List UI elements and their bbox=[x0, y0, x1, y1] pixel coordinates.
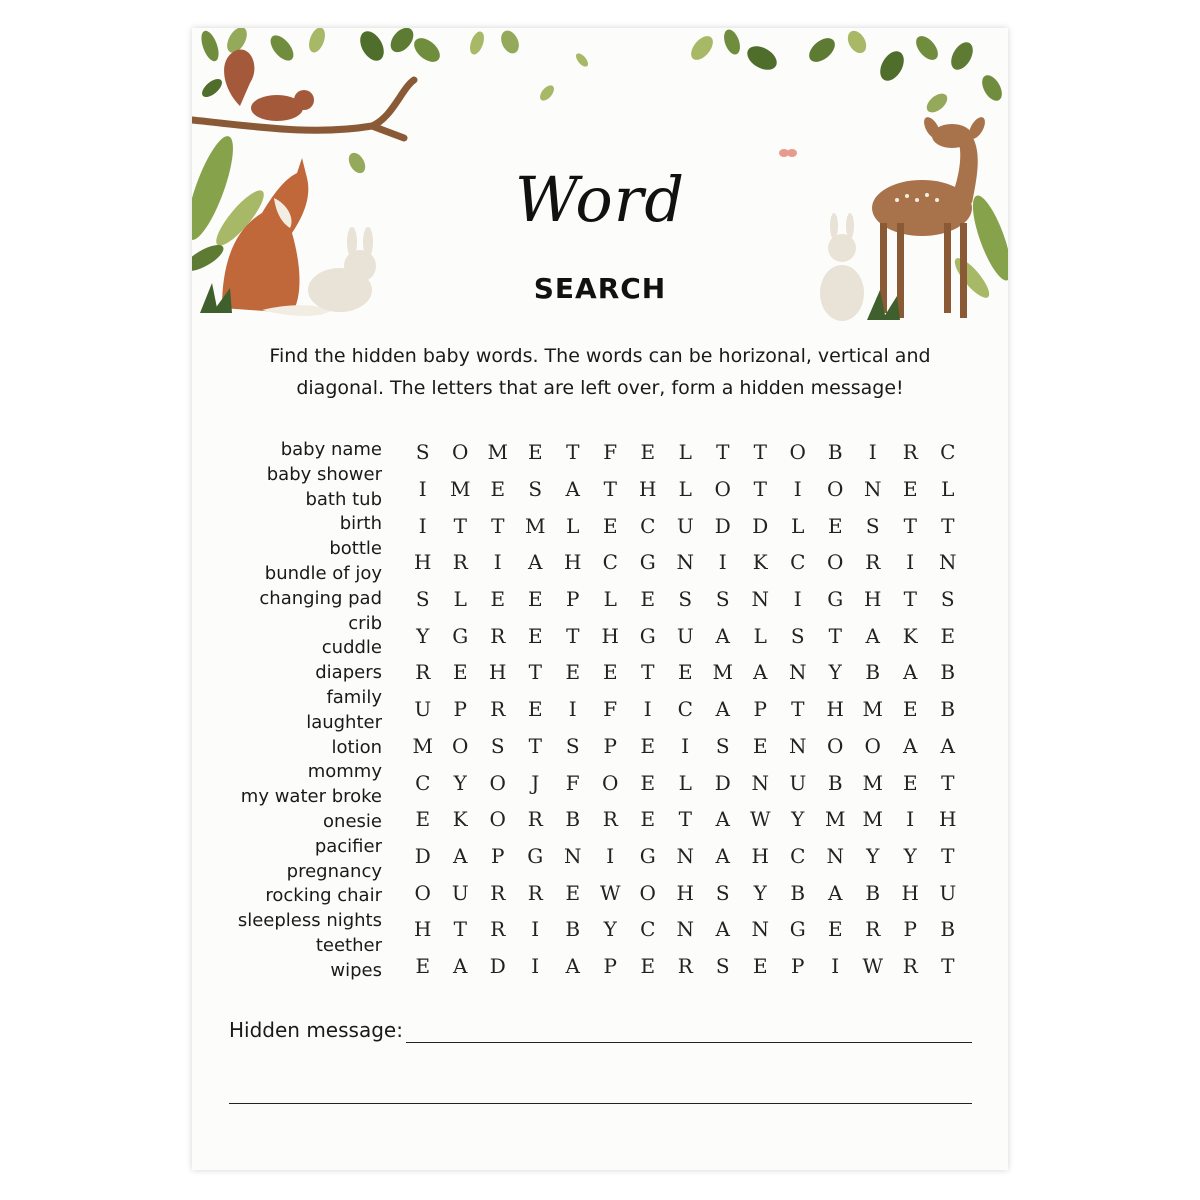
grid-cell[interactable]: H bbox=[414, 917, 432, 942]
grid-cell[interactable]: E bbox=[640, 770, 656, 795]
grid-cell[interactable]: R bbox=[490, 697, 506, 722]
grid-cell[interactable]: I bbox=[718, 550, 727, 575]
grid-cell[interactable]: Y bbox=[453, 770, 467, 795]
grid-cell[interactable]: T bbox=[528, 660, 542, 685]
grid-cell[interactable]: M bbox=[862, 770, 883, 795]
grid-cell[interactable]: B bbox=[790, 880, 806, 905]
grid-cell[interactable]: R bbox=[865, 917, 881, 942]
word-list-item: birth bbox=[339, 513, 382, 535]
grid-cell[interactable]: L bbox=[678, 440, 692, 465]
grid-cell[interactable]: E bbox=[902, 477, 918, 502]
grid-cell[interactable]: P bbox=[566, 587, 580, 612]
grid-cell[interactable]: W bbox=[599, 880, 621, 905]
grid-row bbox=[404, 471, 967, 508]
grid-cell[interactable]: G bbox=[789, 917, 806, 942]
grid-cell[interactable]: E bbox=[527, 697, 543, 722]
grid-cell[interactable]: N bbox=[676, 550, 694, 575]
grid-cell[interactable]: Y bbox=[828, 660, 842, 685]
grid-cell[interactable]: P bbox=[453, 697, 467, 722]
grid-cell[interactable]: A bbox=[753, 660, 768, 685]
grid-cell[interactable]: Y bbox=[603, 917, 617, 942]
game-card bbox=[192, 28, 1008, 1170]
grid-cell[interactable]: O bbox=[414, 880, 431, 905]
grid-cell[interactable]: F bbox=[603, 697, 618, 722]
grid-cell[interactable]: E bbox=[527, 440, 543, 465]
word-list-item: wipes bbox=[330, 959, 382, 981]
word-list-item: diapers bbox=[315, 662, 382, 684]
grid-cell[interactable]: H bbox=[826, 697, 844, 722]
grid-cell[interactable]: L bbox=[678, 770, 692, 795]
grid-cell[interactable]: E bbox=[640, 953, 656, 978]
grid-cell[interactable]: L bbox=[753, 623, 767, 648]
grid-cell[interactable]: O bbox=[452, 440, 469, 465]
word-list-item: bottle bbox=[329, 538, 382, 560]
grid-cell[interactable]: A bbox=[453, 843, 468, 868]
grid-cell[interactable]: S bbox=[415, 440, 430, 465]
grid-cell[interactable]: A bbox=[715, 623, 730, 648]
grid-cell[interactable]: G bbox=[527, 843, 544, 868]
grid-cell[interactable]: S bbox=[715, 880, 730, 905]
grid-cell[interactable]: E bbox=[640, 440, 656, 465]
grid-cell[interactable]: G bbox=[452, 623, 469, 648]
grid-cell[interactable]: O bbox=[602, 770, 619, 795]
grid-row bbox=[404, 838, 967, 875]
grid-cell[interactable]: I bbox=[493, 550, 502, 575]
instructions bbox=[242, 340, 958, 404]
grid-cell[interactable]: E bbox=[527, 587, 543, 612]
grid-cell[interactable]: F bbox=[603, 440, 618, 465]
grid-cell[interactable]: O bbox=[789, 440, 806, 465]
grid-cell[interactable]: Y bbox=[416, 623, 430, 648]
grid-cell[interactable]: R bbox=[677, 953, 693, 978]
grid-cell[interactable]: M bbox=[450, 477, 471, 502]
word-list-item: baby name bbox=[280, 439, 382, 460]
grid-row bbox=[404, 617, 967, 654]
grid-cell[interactable]: B bbox=[940, 660, 956, 685]
grid-cell[interactable]: R bbox=[452, 550, 468, 575]
grid-cell[interactable]: M bbox=[487, 440, 508, 465]
grid-cell[interactable]: L bbox=[678, 477, 692, 502]
grid-cell[interactable]: Y bbox=[791, 807, 805, 832]
grid-cell[interactable]: D bbox=[414, 843, 431, 868]
grid-cell[interactable]: E bbox=[527, 623, 543, 648]
grid-cell[interactable]: T bbox=[528, 733, 542, 758]
grid-cell[interactable]: A bbox=[715, 843, 730, 868]
grid-cell[interactable]: E bbox=[640, 733, 656, 758]
grid-row bbox=[404, 691, 967, 728]
grid-cell[interactable]: I bbox=[868, 440, 877, 465]
grid-cell[interactable]: N bbox=[564, 843, 582, 868]
grid-cell[interactable]: E bbox=[827, 917, 843, 942]
word-list-item: pregnancy bbox=[286, 860, 382, 882]
grid-cell[interactable]: I bbox=[418, 477, 427, 502]
grid-cell[interactable]: E bbox=[752, 733, 768, 758]
grid-cell[interactable]: N bbox=[676, 843, 694, 868]
word-list-item: bath tub bbox=[305, 488, 382, 510]
grid-cell[interactable]: H bbox=[414, 550, 432, 575]
grid-cell[interactable]: C bbox=[790, 550, 806, 575]
grid-cell[interactable]: I bbox=[418, 513, 427, 538]
grid-row bbox=[404, 874, 967, 911]
grid-cell[interactable]: I bbox=[831, 953, 840, 978]
grid-cell[interactable]: T bbox=[491, 513, 505, 538]
grid-cell[interactable]: O bbox=[489, 807, 506, 832]
grid-cell[interactable]: B bbox=[565, 917, 581, 942]
grid-cell[interactable]: I bbox=[681, 733, 690, 758]
grid-cell[interactable]: S bbox=[790, 623, 805, 648]
grid-cell[interactable]: F bbox=[565, 770, 580, 795]
grid-row bbox=[404, 434, 967, 471]
grid-cell[interactable]: R bbox=[415, 660, 431, 685]
letter-grid bbox=[404, 434, 967, 984]
grid-cell[interactable]: C bbox=[677, 697, 693, 722]
word-list-item: crib bbox=[348, 612, 382, 634]
grid-cell[interactable]: S bbox=[715, 733, 730, 758]
word-list-item: pacifier bbox=[314, 835, 382, 857]
grid-cell[interactable]: I bbox=[568, 697, 577, 722]
grid-cell[interactable]: U bbox=[676, 623, 694, 648]
grid-cell[interactable]: T bbox=[603, 477, 617, 502]
grid-cell[interactable]: N bbox=[789, 660, 807, 685]
grid-cell[interactable]: H bbox=[939, 807, 957, 832]
grid-cell[interactable]: C bbox=[940, 440, 956, 465]
grid-cell[interactable]: O bbox=[714, 477, 731, 502]
grid-cell[interactable]: P bbox=[791, 953, 805, 978]
word-list-item: baby shower bbox=[266, 463, 382, 485]
grid-cell[interactable]: C bbox=[415, 770, 431, 795]
grid-cell[interactable]: T bbox=[678, 807, 692, 832]
grid-cell[interactable]: S bbox=[715, 953, 730, 978]
grid-cell[interactable]: T bbox=[566, 623, 580, 648]
grid-cell[interactable]: K bbox=[902, 623, 918, 648]
grid-row bbox=[404, 581, 967, 618]
grid-cell[interactable]: P bbox=[603, 953, 617, 978]
grid-cell[interactable]: J bbox=[531, 770, 540, 795]
grid-cell[interactable]: W bbox=[749, 807, 771, 832]
grid-row bbox=[404, 948, 967, 985]
grid-cell[interactable]: N bbox=[826, 843, 844, 868]
grid-cell[interactable]: R bbox=[490, 623, 506, 648]
grid-cell[interactable]: R bbox=[902, 953, 918, 978]
grid-cell[interactable]: O bbox=[827, 733, 844, 758]
title-search: SEARCH bbox=[533, 272, 667, 305]
grid-cell[interactable]: B bbox=[827, 440, 843, 465]
grid-cell[interactable]: N bbox=[751, 917, 769, 942]
grid-cell[interactable]: S bbox=[490, 733, 505, 758]
grid-row bbox=[404, 507, 967, 544]
grid-cell[interactable]: D bbox=[489, 953, 506, 978]
grid-cell[interactable]: O bbox=[639, 880, 656, 905]
title-script: Word bbox=[514, 163, 686, 236]
hidden-message-line-1[interactable] bbox=[406, 1042, 972, 1043]
grid-cell[interactable]: H bbox=[901, 880, 919, 905]
grid-cell[interactable]: B bbox=[940, 917, 956, 942]
word-list bbox=[222, 438, 382, 984]
grid-cell[interactable]: D bbox=[714, 770, 731, 795]
squirrel bbox=[224, 50, 314, 121]
grid-cell[interactable]: T bbox=[941, 513, 955, 538]
word-list-item: cuddle bbox=[321, 637, 382, 659]
grid-cell[interactable]: H bbox=[601, 623, 619, 648]
grid-cell[interactable]: M bbox=[712, 660, 733, 685]
word-list-item: changing pad bbox=[259, 587, 382, 609]
grid-cell[interactable]: H bbox=[489, 660, 507, 685]
word-list-item: onesie bbox=[323, 810, 382, 832]
grid-cell[interactable]: U bbox=[451, 880, 469, 905]
word-list-item: lotion bbox=[331, 736, 382, 758]
grid-cell[interactable]: A bbox=[903, 733, 918, 758]
word-list-item: my water broke bbox=[240, 786, 382, 808]
grid-cell[interactable]: C bbox=[640, 513, 656, 538]
grid-cell[interactable]: G bbox=[639, 623, 656, 648]
hidden-message-line-2[interactable] bbox=[229, 1103, 972, 1104]
grid-row bbox=[404, 801, 967, 838]
word-list-item: teether bbox=[315, 934, 382, 956]
grid-cell[interactable]: A bbox=[865, 623, 880, 648]
grid-row bbox=[404, 654, 967, 691]
grid-cell[interactable]: E bbox=[415, 807, 431, 832]
grid-cell[interactable]: E bbox=[452, 660, 468, 685]
grid-cell[interactable]: D bbox=[752, 513, 769, 538]
grid-cell[interactable]: R bbox=[527, 807, 543, 832]
grid-cell[interactable]: B bbox=[865, 880, 881, 905]
word-list-item: bundle of joy bbox=[264, 562, 382, 584]
grid-cell[interactable]: T bbox=[566, 440, 580, 465]
grid-cell[interactable]: I bbox=[793, 587, 802, 612]
grid-cell[interactable]: N bbox=[939, 550, 957, 575]
grid-cell[interactable]: E bbox=[602, 660, 618, 685]
grid-cell[interactable]: N bbox=[676, 917, 694, 942]
grid-cell[interactable]: C bbox=[602, 550, 618, 575]
grid-cell[interactable]: A bbox=[528, 550, 543, 575]
grid-cell[interactable]: U bbox=[676, 513, 694, 538]
grid-cell[interactable]: O bbox=[452, 733, 469, 758]
grid-cell[interactable]: L bbox=[603, 587, 617, 612]
grid-cell[interactable]: G bbox=[639, 550, 656, 575]
word-list-item: family bbox=[326, 686, 382, 708]
grid-cell[interactable]: B bbox=[827, 770, 843, 795]
grid-cell[interactable]: C bbox=[790, 843, 806, 868]
grid-cell[interactable]: T bbox=[941, 843, 955, 868]
grid-cell[interactable]: E bbox=[902, 697, 918, 722]
grid-cell[interactable]: R bbox=[490, 917, 506, 942]
grid-cell[interactable]: P bbox=[903, 917, 917, 942]
grid-cell[interactable]: P bbox=[603, 733, 617, 758]
grid-cell[interactable]: M bbox=[412, 733, 433, 758]
grid-cell[interactable]: O bbox=[864, 733, 881, 758]
grid-cell[interactable]: N bbox=[864, 477, 882, 502]
grid-cell[interactable]: I bbox=[531, 953, 540, 978]
grid-cell[interactable]: Y bbox=[903, 843, 917, 868]
grid-cell[interactable]: T bbox=[941, 953, 955, 978]
butterfly bbox=[779, 149, 797, 157]
grid-cell[interactable]: E bbox=[490, 587, 506, 612]
grid-cell[interactable]: E bbox=[827, 513, 843, 538]
grid-cell[interactable]: S bbox=[678, 587, 693, 612]
grid-cell[interactable]: R bbox=[602, 807, 618, 832]
grid-cell[interactable]: T bbox=[453, 513, 467, 538]
grid-cell[interactable]: S bbox=[865, 513, 880, 538]
grid-cell[interactable]: M bbox=[525, 513, 546, 538]
grid-cell[interactable]: T bbox=[828, 623, 842, 648]
grid-cell[interactable]: I bbox=[531, 917, 540, 942]
grid-cell[interactable]: M bbox=[825, 807, 846, 832]
grid-cell[interactable]: G bbox=[827, 587, 844, 612]
grid-cell[interactable]: L bbox=[791, 513, 805, 538]
grid-cell[interactable]: S bbox=[528, 477, 543, 502]
grid-cell[interactable]: U bbox=[414, 697, 432, 722]
grid-cell[interactable]: P bbox=[753, 697, 767, 722]
grid-cell[interactable]: U bbox=[939, 880, 957, 905]
grid-cell[interactable]: E bbox=[677, 660, 693, 685]
grid-row bbox=[404, 764, 967, 801]
word-list-item: rocking chair bbox=[265, 885, 382, 907]
grid-cell[interactable]: W bbox=[862, 953, 884, 978]
grid-row bbox=[404, 728, 967, 765]
grid-cell[interactable]: I bbox=[606, 843, 615, 868]
word-list-item: sleepless nights bbox=[237, 910, 382, 932]
grid-cell[interactable]: T bbox=[753, 440, 767, 465]
grid-cell[interactable]: N bbox=[751, 770, 769, 795]
grid-cell[interactable]: E bbox=[602, 513, 618, 538]
grid-cell[interactable]: S bbox=[415, 587, 430, 612]
grid-cell[interactable]: N bbox=[789, 733, 807, 758]
grid-cell[interactable]: R bbox=[902, 440, 918, 465]
grid-cell[interactable]: I bbox=[906, 807, 915, 832]
grid-cell[interactable]: L bbox=[941, 477, 955, 502]
grid-cell[interactable]: E bbox=[752, 953, 768, 978]
grid-cell[interactable]: E bbox=[902, 770, 918, 795]
grid-cell[interactable]: R bbox=[527, 880, 543, 905]
grid-cell[interactable]: H bbox=[676, 880, 694, 905]
grid-cell[interactable]: C bbox=[640, 917, 656, 942]
grid-cell[interactable]: A bbox=[940, 733, 955, 758]
grid-cell[interactable]: E bbox=[490, 477, 506, 502]
grid-cell[interactable]: Y bbox=[753, 880, 767, 905]
grid-cell[interactable]: T bbox=[753, 477, 767, 502]
grid-cell[interactable]: M bbox=[862, 697, 883, 722]
word-list-item: mommy bbox=[307, 761, 382, 783]
grid-cell[interactable]: E bbox=[565, 880, 581, 905]
leaves-top-right bbox=[687, 28, 1006, 116]
grid-row bbox=[404, 911, 967, 948]
grid-cell[interactable]: T bbox=[641, 660, 655, 685]
grid-cell[interactable]: T bbox=[903, 587, 917, 612]
grid-cell[interactable]: E bbox=[640, 807, 656, 832]
instructions-line-1: Find the hidden baby words. The words can be horizonal, vertical and bbox=[269, 345, 931, 367]
grid-cell[interactable]: B bbox=[940, 697, 956, 722]
grid-cell[interactable]: A bbox=[565, 953, 580, 978]
grid-cell[interactable]: B bbox=[865, 660, 881, 685]
instructions-line-2: diagonal. The letters that are left over, form a hidden message! bbox=[296, 377, 904, 399]
grid-cell[interactable]: T bbox=[716, 440, 730, 465]
grid-cell[interactable]: H bbox=[564, 550, 582, 575]
grid-cell[interactable]: A bbox=[715, 807, 730, 832]
grid-row bbox=[404, 544, 967, 581]
grid-cell[interactable]: A bbox=[828, 880, 843, 905]
grid-cell[interactable]: O bbox=[827, 477, 844, 502]
grid-cell[interactable]: E bbox=[565, 660, 581, 685]
grid-cell[interactable]: N bbox=[751, 587, 769, 612]
grid-cell[interactable]: I bbox=[906, 550, 915, 575]
grid-cell[interactable]: T bbox=[453, 917, 467, 942]
grid-cell[interactable]: S bbox=[565, 733, 580, 758]
grid-cell[interactable]: R bbox=[865, 550, 881, 575]
grid-cell[interactable]: G bbox=[639, 843, 656, 868]
grid-cell[interactable]: O bbox=[489, 770, 506, 795]
grid-cell[interactable]: U bbox=[789, 770, 807, 795]
grid-cell[interactable]: E bbox=[415, 953, 431, 978]
grid-cell[interactable]: P bbox=[491, 843, 505, 868]
grid-cell[interactable]: A bbox=[715, 697, 730, 722]
grid-cell[interactable]: K bbox=[752, 550, 768, 575]
grid-cell[interactable]: I bbox=[643, 697, 652, 722]
grid-cell[interactable]: R bbox=[490, 880, 506, 905]
grid-cell[interactable]: S bbox=[940, 587, 955, 612]
grid-cell[interactable]: T bbox=[941, 770, 955, 795]
grid-cell[interactable]: M bbox=[862, 807, 883, 832]
grid-cell[interactable]: K bbox=[452, 807, 468, 832]
grid-cell[interactable]: H bbox=[751, 843, 769, 868]
grid-cell[interactable]: H bbox=[639, 477, 657, 502]
grid-cell[interactable]: T bbox=[791, 697, 805, 722]
grid-cell[interactable]: S bbox=[715, 587, 730, 612]
grid-cell[interactable]: B bbox=[565, 807, 581, 832]
grid-cell[interactable]: O bbox=[827, 550, 844, 575]
grid-cell[interactable]: T bbox=[903, 513, 917, 538]
grid-cell[interactable]: L bbox=[453, 587, 467, 612]
grid-cell[interactable]: E bbox=[640, 587, 656, 612]
grid-cell[interactable]: Y bbox=[866, 843, 880, 868]
word-list-item: laughter bbox=[306, 711, 382, 733]
grid-cell[interactable]: D bbox=[714, 513, 731, 538]
grid-cell[interactable]: A bbox=[453, 953, 468, 978]
grid-cell[interactable]: H bbox=[864, 587, 882, 612]
grid-cell[interactable]: A bbox=[715, 917, 730, 942]
hidden-message-label: Hidden message: bbox=[229, 1018, 403, 1042]
grid-cell[interactable]: A bbox=[565, 477, 580, 502]
grid-cell[interactable]: I bbox=[793, 477, 802, 502]
grid-cell[interactable]: E bbox=[940, 623, 956, 648]
grid-cell[interactable]: L bbox=[566, 513, 580, 538]
grid-cell[interactable]: A bbox=[903, 660, 918, 685]
